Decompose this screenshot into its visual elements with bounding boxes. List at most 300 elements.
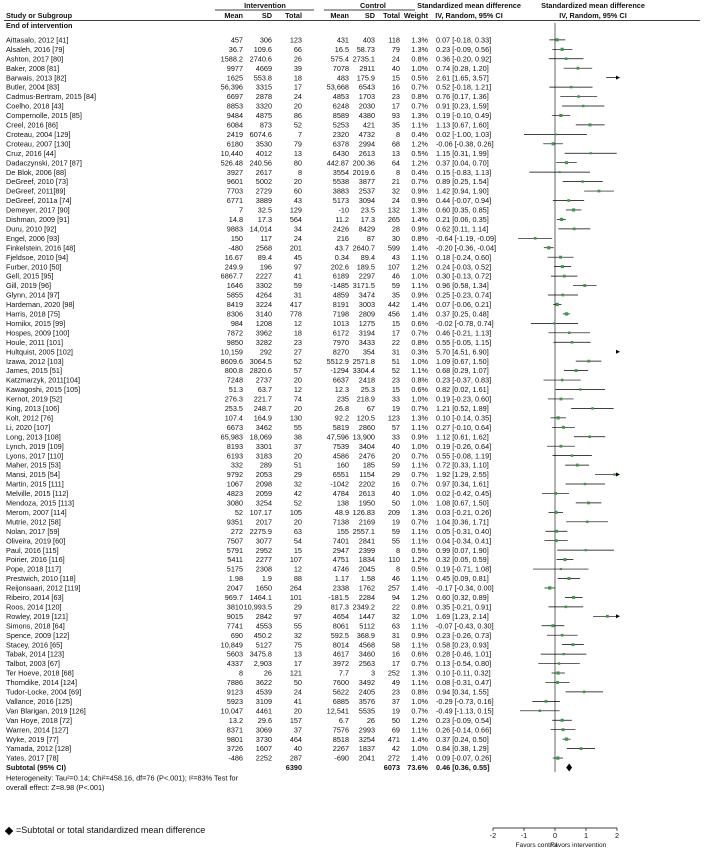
study-name: Mansi, 2015 [54] xyxy=(6,470,60,480)
study-name: Poirier, 2016 [116] xyxy=(6,555,65,565)
intervention-total: 54 xyxy=(293,536,302,546)
control-sd: 2994 xyxy=(358,139,375,149)
intervention-mean: 5923 xyxy=(226,696,243,706)
control-total: 15 xyxy=(391,318,400,328)
control-mean: 4654 xyxy=(332,611,349,621)
control-sd: 368.9 xyxy=(356,630,375,640)
control-total: 16 xyxy=(391,479,400,489)
study-name: Creel, 2016 [86] xyxy=(6,120,58,130)
study-name: Hospes, 2009 [100] xyxy=(6,328,70,338)
study-name: Engel, 2006 [93] xyxy=(6,233,60,243)
control-total: 32 xyxy=(391,611,400,621)
control-sd: 2202 xyxy=(358,479,375,489)
intervention-total: 63 xyxy=(293,526,302,536)
study-weight: 1.1% xyxy=(411,252,428,262)
control-total: 52 xyxy=(391,366,400,376)
study-smd-ci: -0.29 [-0.73, 0.16] xyxy=(436,696,494,706)
intervention-sd: 3315 xyxy=(255,82,272,92)
control-mean: 6.7 xyxy=(338,715,349,725)
study-name: Yamada, 2012 [128] xyxy=(6,744,72,754)
intervention-total: 38 xyxy=(293,432,302,442)
control-mean: 5538 xyxy=(332,177,349,187)
study-weight: 1.1% xyxy=(411,678,428,688)
study-smd-ci: 0.02 [-1.00, 1.03] xyxy=(436,129,492,139)
study-smd-ci: 0.30 [-0.13, 0.72] xyxy=(436,271,492,281)
intervention-mean: 457 xyxy=(230,35,243,45)
control-mean: 2947 xyxy=(332,545,349,555)
study-smd-ci: 0.10 [-0.11, 0.32] xyxy=(436,668,491,678)
intervention-sd: 2820.6 xyxy=(249,366,272,376)
control-total: 58 xyxy=(391,640,400,650)
point-estimate xyxy=(585,549,587,551)
control-total: 21 xyxy=(391,177,400,187)
intervention-mean: 10,849 xyxy=(220,640,243,650)
intervention-sd: 2952 xyxy=(255,545,272,555)
header-mean-1: Mean xyxy=(224,11,243,20)
control-mean: 4751 xyxy=(332,555,349,565)
study-smd-ci: 0.10 [-0.14, 0.35] xyxy=(436,413,492,423)
study-smd-ci: -0.20 [-0.36, -0.04] xyxy=(436,243,497,253)
subtotal-intervention-total: 6390 xyxy=(285,763,302,773)
control-total: 19 xyxy=(391,706,400,716)
study-weight: 1.4% xyxy=(411,734,428,744)
intervention-mean: 65,983 xyxy=(220,432,243,442)
study-name: Furber, 2010 [50] xyxy=(6,262,62,272)
study-smd-ci: 0.32 [0.05, 0.59] xyxy=(436,555,489,565)
study-weight: 1.3% xyxy=(411,205,428,215)
control-sd: 2557.1 xyxy=(352,526,375,536)
study-smd-ci: 1.08 [0.67, 1.50] xyxy=(436,498,489,508)
control-sd: 2809 xyxy=(358,309,375,319)
study-name: Hornikx, 2015 [99] xyxy=(6,318,66,328)
study-smd-ci: 0.37 [0.25, 0.48] xyxy=(436,309,489,319)
control-total: 22 xyxy=(391,602,400,612)
intervention-total: 101 xyxy=(289,593,302,602)
control-mean: 8014 xyxy=(332,640,349,650)
point-estimate xyxy=(563,275,566,278)
intervention-mean: 1.98 xyxy=(228,574,243,584)
point-estimate xyxy=(558,662,560,664)
point-estimate xyxy=(562,728,565,731)
intervention-mean: 10,440 xyxy=(220,148,243,158)
intervention-mean: 5411 xyxy=(227,555,243,565)
control-sd: 3194 xyxy=(358,328,375,338)
intervention-total: 97 xyxy=(293,611,302,621)
intervention-sd: 4012 xyxy=(255,148,272,158)
control-total: 257 xyxy=(387,583,400,593)
control-sd: 3474 xyxy=(358,290,375,300)
study-name: Glynn, 2014 [97] xyxy=(6,290,60,300)
study-name: Tabak, 2014 [123] xyxy=(6,649,65,659)
control-mean: 47,596 xyxy=(326,432,349,442)
control-mean: 431 xyxy=(336,35,349,45)
intervention-sd: 3254 xyxy=(255,498,272,508)
control-total: 132 xyxy=(387,205,400,215)
study-weight: 0.7% xyxy=(411,451,428,461)
control-total: 22 xyxy=(391,337,400,347)
control-mean: 6378 xyxy=(332,139,349,149)
intervention-sd: 3530 xyxy=(255,139,272,149)
intervention-mean: 150 xyxy=(230,233,243,243)
point-estimate xyxy=(561,48,564,51)
intervention-mean: 7872 xyxy=(226,328,243,338)
intervention-total: 45 xyxy=(293,252,302,262)
intervention-sd: 2053 xyxy=(255,470,272,480)
intervention-sd: 4553 xyxy=(255,621,272,631)
study-smd-ci: 1.42 [0.94, 1.90] xyxy=(436,186,489,196)
control-total: 63 xyxy=(391,621,400,631)
study-smd-ci: 0.94 [0.34, 1.55] xyxy=(436,687,489,697)
point-estimate xyxy=(581,180,583,182)
control-sd: 87 xyxy=(366,233,375,243)
study-smd-ci: 0.37 [0.04, 0.70] xyxy=(436,158,489,168)
intervention-mean: 9850 xyxy=(226,337,243,347)
intervention-sd: 3462 xyxy=(255,422,272,432)
control-sd: 2349.2 xyxy=(352,602,375,612)
study-smd-ci: 0.89 [0.25, 1.54] xyxy=(436,177,489,187)
control-sd: 1447 xyxy=(358,611,375,621)
study-smd-ci: 1.92 [1.29, 2.55] xyxy=(436,470,489,480)
control-sd: 218.9 xyxy=(356,394,375,404)
point-estimate xyxy=(563,653,565,655)
intervention-sd: 117 xyxy=(260,233,272,243)
study-weight: 1.1% xyxy=(411,725,428,735)
study-smd-ci: 0.08 [-0.31, 0.47] xyxy=(436,678,492,688)
study-name: Ter Hoeve, 2018 [68] xyxy=(6,668,74,678)
control-total: 33 xyxy=(391,394,400,404)
control-sd: 1762 xyxy=(358,583,375,593)
study-name: Thorndike, 2014 [124] xyxy=(6,678,77,688)
control-sd: 2613 xyxy=(358,489,375,499)
control-sd: 4568 xyxy=(358,640,375,650)
study-name: Katzmarzyk, 2011[104] xyxy=(6,375,81,385)
point-estimate xyxy=(565,738,568,741)
point-estimate xyxy=(561,719,564,722)
control-sd: 2399 xyxy=(358,545,375,555)
intervention-mean: 13.2 xyxy=(228,715,243,725)
control-total: 68 xyxy=(391,139,400,149)
intervention-sd: 29.6 xyxy=(257,715,272,725)
intervention-total: 287 xyxy=(289,753,302,763)
intervention-mean: 6673 xyxy=(226,422,243,432)
intervention-sd: 32.5 xyxy=(257,205,272,215)
study-name: Demeyer, 2017 [90] xyxy=(6,205,70,215)
study-smd-ci: 0.55 [-0.08, 1.19] xyxy=(436,451,492,461)
point-estimate xyxy=(573,228,576,231)
study-name: Fjeldsoe, 2010 [94] xyxy=(6,252,69,262)
point-estimate xyxy=(552,142,555,145)
control-sd: 1703 xyxy=(358,92,375,102)
control-sd: 2860 xyxy=(358,422,375,432)
intervention-mean: 16.67 xyxy=(224,252,243,262)
intervention-total: 12 xyxy=(293,385,302,395)
study-weight: 0.5% xyxy=(411,564,428,574)
control-total: 64 xyxy=(391,158,400,168)
point-estimate xyxy=(561,379,564,382)
control-mean: 6551 xyxy=(332,470,349,480)
overall-effect-text: overall effect: Z=8.98 (P<.001) xyxy=(6,783,105,793)
study-weight: 1.2% xyxy=(411,555,428,565)
study-smd-ci: 1.12 [0.61, 1.62] xyxy=(436,432,489,442)
intervention-total: 18 xyxy=(293,328,302,338)
control-total: 118 xyxy=(388,35,400,45)
intervention-sd: 2275.9 xyxy=(249,526,272,536)
study-name: Ashton, 2017 [80] xyxy=(6,54,64,64)
point-estimate xyxy=(555,539,558,542)
study-smd-ci: 0.23 [-0.09, 0.56] xyxy=(436,44,492,54)
point-estimate xyxy=(554,492,557,495)
control-total: 123 xyxy=(387,413,400,423)
control-total: 23 xyxy=(391,375,400,385)
favors-intervention-label: Favors intervention xyxy=(550,842,607,849)
study-weight: 1.4% xyxy=(411,243,428,253)
control-mean: 6189 xyxy=(332,271,349,281)
study-name: Kawagoshi, 2015 [105] xyxy=(6,385,81,395)
header-smd-left: Standardized mean difference xyxy=(417,1,521,10)
control-mean: 12.3 xyxy=(334,385,349,395)
intervention-sd: 2568 xyxy=(255,243,272,253)
study-smd-ci: 0.23 [-0.09, 0.54] xyxy=(436,715,492,725)
intervention-total: 20 xyxy=(293,177,302,187)
study-weight: 0.7% xyxy=(411,706,428,716)
control-mean: -181.5 xyxy=(328,593,349,602)
control-total: 49 xyxy=(391,678,400,688)
study-name: Butler, 2004 [83] xyxy=(6,82,60,92)
intervention-sd: 1464.1 xyxy=(249,593,272,602)
intervention-sd: 292 xyxy=(259,347,272,357)
intervention-total: 464 xyxy=(289,734,302,744)
control-mean: 8589 xyxy=(332,111,349,121)
study-name: Tudor-Locke, 2004 [69] xyxy=(6,687,82,697)
study-name: Duru, 2010 [92] xyxy=(6,224,57,234)
control-sd: 2019.6 xyxy=(352,167,375,177)
intervention-mean: 8306 xyxy=(226,309,243,319)
study-name: Wyke, 2019 [77] xyxy=(6,734,59,744)
study-smd-ci: 0.27 [-0.10, 0.64] xyxy=(436,422,492,432)
control-total: 23 xyxy=(391,92,400,102)
legend xyxy=(6,825,205,835)
control-total: 40 xyxy=(391,441,400,451)
control-total: 24 xyxy=(391,54,400,64)
control-sd: 8429 xyxy=(358,224,375,234)
control-total: 33 xyxy=(391,432,400,442)
study-smd-ci: 0.58 [0.23, 0.93] xyxy=(436,640,489,650)
point-estimate xyxy=(570,86,572,88)
control-total: 24 xyxy=(391,196,400,206)
header-mean-2: Mean xyxy=(330,11,349,20)
study-smd-ci: 0.19 [-0.10, 0.49] xyxy=(436,111,492,121)
control-total: 69 xyxy=(391,725,400,735)
header-control: Control xyxy=(360,1,386,10)
control-mean: -1294 xyxy=(330,366,349,376)
control-mean: 7198 xyxy=(332,309,349,319)
intervention-mean: 1625 xyxy=(226,73,243,83)
study-smd-ci: 1.69 [1.23, 2.14] xyxy=(436,611,489,621)
point-estimate xyxy=(583,691,586,694)
point-estimate xyxy=(584,483,586,485)
control-mean: 5819 xyxy=(332,422,349,432)
study-smd-ci: 2.61 [1.65, 3.57] xyxy=(436,73,489,83)
intervention-sd: 26 xyxy=(263,668,272,678)
section-label: End of intervention xyxy=(6,21,73,30)
control-sd: 120.5 xyxy=(356,413,375,423)
study-name: Long, 2013 [108] xyxy=(6,432,61,442)
study-name: Finkelstein, 2016 [48] xyxy=(6,243,76,253)
study-name: Hardeman, 2020 [98] xyxy=(6,300,75,310)
intervention-sd: 196 xyxy=(259,262,272,272)
intervention-total: 43 xyxy=(293,196,302,206)
study-weight: 1.3% xyxy=(411,111,428,121)
study-smd-ci: 0.72 [0.33, 1.10] xyxy=(436,460,489,470)
control-mean: 4784 xyxy=(332,489,349,499)
study-name: Gell, 2015 [95] xyxy=(6,271,54,281)
point-estimate xyxy=(567,199,570,202)
intervention-total: 79 xyxy=(293,139,302,149)
x-tick-label: -2 xyxy=(489,831,497,840)
intervention-mean: 56,396 xyxy=(220,82,243,92)
intervention-total: 123 xyxy=(289,35,302,45)
subtotal-diamond xyxy=(566,764,572,772)
intervention-sd: 3224 xyxy=(255,300,272,310)
intervention-mean: 9883 xyxy=(226,224,243,234)
study-name: Cruz, 2016 [44] xyxy=(6,148,56,158)
intervention-total: 52 xyxy=(293,120,302,130)
study-smd-ci: 0.05 [-0.31, 0.40] xyxy=(436,526,492,536)
control-mean: -1485 xyxy=(330,281,349,291)
intervention-mean: 3927 xyxy=(226,167,243,177)
intervention-total: 26 xyxy=(293,54,302,64)
point-estimate xyxy=(587,360,590,363)
intervention-mean: 9351 xyxy=(226,517,243,527)
intervention-mean: 7886 xyxy=(226,678,243,688)
study-weight: 1.0% xyxy=(411,744,428,754)
control-total: 265 xyxy=(387,215,400,224)
intervention-total: 18 xyxy=(293,73,302,83)
control-mean: 8191 xyxy=(332,300,349,310)
intervention-sd: 3622 xyxy=(255,678,272,688)
study-weight: 0.5% xyxy=(411,73,428,83)
control-sd: 2613 xyxy=(358,148,375,158)
intervention-mean: -486 xyxy=(228,753,243,763)
intervention-total: 52 xyxy=(293,356,302,366)
intervention-total: 23 xyxy=(293,337,302,347)
intervention-sd: 5127 xyxy=(255,640,272,650)
study-weight: 1.3% xyxy=(411,44,428,54)
intervention-mean: 9015 xyxy=(226,611,243,621)
control-sd: 3254 xyxy=(358,734,375,744)
control-total: 19 xyxy=(391,404,400,413)
intervention-mean: 800.8 xyxy=(224,366,243,376)
study-name: Croteau, 2007 [130] xyxy=(6,139,71,149)
study-weight: 0.8% xyxy=(411,92,428,102)
control-total: 32 xyxy=(391,186,400,196)
control-sd: 421 xyxy=(362,120,375,130)
study-smd-ci: 0.84 [0.38, 1.29] xyxy=(436,744,489,754)
header-sd-2: SD xyxy=(364,11,375,20)
control-total: 252 xyxy=(387,668,400,678)
intervention-mean: 52 xyxy=(234,507,243,517)
control-mean: 155 xyxy=(336,526,349,536)
control-mean: 11.2 xyxy=(335,215,349,224)
intervention-total: 34 xyxy=(293,224,302,234)
intervention-mean: 4823 xyxy=(226,489,243,499)
study-smd-ci: 0.19 [-0.71, 1.08] xyxy=(436,564,492,574)
study-weight: 0.9% xyxy=(411,224,428,234)
study-weight: 0.3% xyxy=(411,347,428,357)
study-weight: 1.2% xyxy=(411,593,428,602)
point-estimate xyxy=(591,407,593,409)
control-mean: 1013 xyxy=(332,318,349,328)
study-name: Li, 2020 [107] xyxy=(6,422,51,432)
control-total: 57 xyxy=(391,422,400,432)
point-estimate xyxy=(613,473,615,475)
intervention-total: 59 xyxy=(293,281,302,291)
control-mean: 160 xyxy=(336,460,349,470)
control-sd: 3460 xyxy=(358,649,375,659)
control-mean: 53,668 xyxy=(326,82,349,92)
intervention-total: 105 xyxy=(289,507,302,517)
study-name: Dadaczynski, 2017 [87] xyxy=(6,158,82,168)
control-sd: 25.3 xyxy=(360,385,375,395)
control-total: 46 xyxy=(391,574,400,584)
study-weight: 1.1% xyxy=(411,120,428,130)
control-mean: 1.17 xyxy=(334,574,349,584)
intervention-total: 41 xyxy=(293,696,302,706)
control-mean: 3883 xyxy=(332,186,349,196)
ci-arrow-right xyxy=(616,614,620,618)
point-estimate xyxy=(557,671,560,674)
intervention-mean: 3080 xyxy=(226,498,243,508)
study-smd-ci: 0.45 [0.09, 0.81] xyxy=(436,574,489,584)
ci-arrow-right xyxy=(616,76,620,80)
control-sd: 3433 xyxy=(358,337,375,347)
study-smd-ci: 0.91 [0.23, 1.59] xyxy=(436,101,489,111)
intervention-total: 20 xyxy=(293,451,302,461)
control-total: 50 xyxy=(391,498,400,508)
intervention-total: 20 xyxy=(293,706,302,716)
control-sd: 2911 xyxy=(359,63,375,73)
intervention-mean: 249.9 xyxy=(224,262,243,272)
intervention-total: 778 xyxy=(289,309,302,319)
control-sd: 1837 xyxy=(358,744,375,754)
study-weight: 0.8% xyxy=(411,233,428,243)
study-name: Stacey, 2016 [65] xyxy=(6,640,63,650)
control-sd: 2418 xyxy=(358,375,375,385)
study-smd-ci: 0.74 [0.28, 1.20] xyxy=(436,63,489,73)
control-sd: 2640.7 xyxy=(352,243,375,253)
point-estimate xyxy=(556,756,559,759)
intervention-sd: 63.7 xyxy=(257,385,272,395)
study-smd-ci: 1.21 [0.52, 1.89] xyxy=(436,404,489,413)
intervention-mean: 6193 xyxy=(226,451,243,461)
study-smd-ci: 0.37 [0.24, 0.50] xyxy=(436,734,489,744)
study-smd-ci: 0.21 [0.06, 0.35] xyxy=(436,215,489,224)
intervention-total: 264 xyxy=(289,583,302,593)
study-weight: 0.7% xyxy=(411,328,428,338)
intervention-sd: 1650 xyxy=(255,583,272,593)
study-weight: 0.8% xyxy=(411,687,428,697)
study-smd-ci: 1.13 [0.67, 1.60] xyxy=(436,120,489,130)
intervention-total: 417 xyxy=(289,300,302,310)
intervention-total: 130 xyxy=(289,413,302,423)
control-total: 15 xyxy=(391,73,400,83)
intervention-mean: 332 xyxy=(230,460,243,470)
control-sd: 3 xyxy=(370,668,375,678)
intervention-mean: 9601 xyxy=(226,177,243,187)
intervention-total: 12 xyxy=(293,564,302,574)
intervention-sd: 2729 xyxy=(255,186,272,196)
intervention-total: 17 xyxy=(293,659,302,669)
